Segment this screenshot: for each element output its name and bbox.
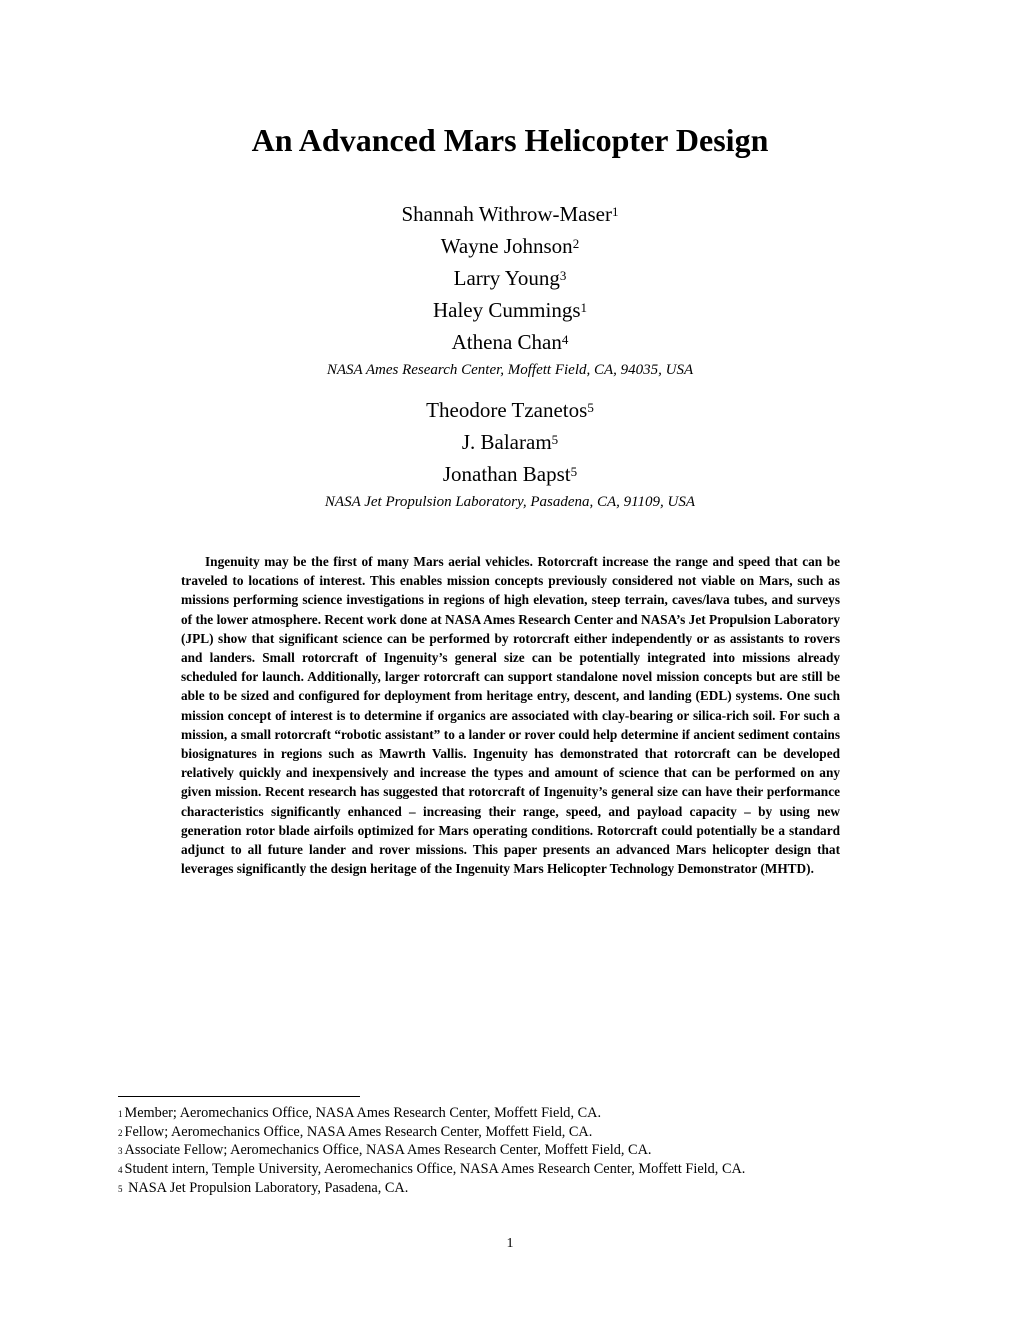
author-superscript: 3 [559, 268, 567, 283]
author-superscript: 1 [611, 204, 619, 219]
author-name: Larry Young [453, 266, 560, 290]
footnote-1 [118, 1104, 918, 1123]
author-name: Athena Chan [451, 330, 562, 354]
footnote-mark: 4 [118, 1165, 123, 1176]
author-superscript: 2 [572, 236, 580, 251]
jpl-author-group [0, 394, 1020, 512]
author-name: Wayne Johnson [440, 234, 573, 258]
footnotes [118, 1104, 918, 1198]
author-superscript: 5 [570, 464, 578, 479]
author-superscript: 1 [580, 300, 588, 315]
author-tzanetos [0, 394, 1020, 426]
jpl-affiliation: NASA Jet Propulsion Laboratory, Pasadena, CA, 91109, USA [324, 494, 696, 510]
footnote-3 [118, 1141, 918, 1160]
author-bapst [0, 458, 1020, 490]
footnote-text: NASA Jet Propulsion Laboratory, Pasadena, CA. [124, 1179, 409, 1196]
footnote-mark: 5 [118, 1183, 123, 1194]
author-johnson [0, 230, 1020, 262]
footnote-2 [118, 1123, 918, 1142]
page-number: 1 [506, 1236, 514, 1251]
footnote-mark: 1 [118, 1109, 123, 1119]
author-superscript: 5 [551, 432, 559, 447]
author-name: J. Balaram [461, 430, 552, 454]
footnote-5 [118, 1179, 918, 1198]
ames-author-group [0, 198, 1020, 380]
author-name: Jonathan Bapst [442, 462, 571, 486]
footnote-text: Fellow; Aeromechanics Office, NASA Ames Research Center, Moffett Field, CA. [124, 1123, 593, 1140]
abstract: Ingenuity may be the first of many Mars aerial vehicles. Rotorcraft increase the range and speed that can be traveled to locations of interest. This enables mission concepts previously considered not viable on Mars, such as missions performing science investigations in regions of high elevation, steep terrain, caves/lava tubes, and surveys of the lower atmosphere. Recent work done at NASA Ames Research Center and NASA’s Jet Propulsion Laboratory (JPL) show that significant science can be performed by rotorcraft either independently or as assistants to rovers and landers. Small rotorcraft of Ingenuity’s general size can be potentially integrated into missions already scheduled for launch. Additionally, larger rotorcraft can support standalone novel mission concepts but are still be able to be sized and configured for deployment from heritage entry, descent, and landing (EDL) systems. One such mission concept of interest is to determine if organics are associated with clay-bearing or silica-rich soil. For such a mission, a small rotorcraft “robotic assistant” to a lander or rover could help determine if ancient sediment contains biosignatures in regions such as Mawrth Vallis. Ingenuity has demonstrated that rotorcraft can be developed relatively quickly and inexpensively and increase the types and amount of science that can be performed on any given mission. Recent research has suggested that rotorcraft of Ingenuity’s general size can have their performance characteristics significantly enhanced – increasing their range, speed, and payload capacity – by using new generation rotor blade airfoils optimized for Mars operating conditions. Rotorcraft could potentially be a standard adjunct to all future lander and rover missions. This paper presents an advanced Mars helicopter design that leverages significantly the design heritage of the Ingenuity Mars Helicopter Technology Demonstrator (MHTD). [181, 554, 840, 877]
author-superscript: 4 [561, 332, 569, 347]
ames-affiliation: NASA Ames Research Center, Moffett Field, CA, 94035, USA [326, 362, 694, 378]
footnote-mark: 2 [118, 1127, 123, 1138]
author-withrow-maser [0, 198, 1020, 230]
footnote-divider [118, 1096, 360, 1097]
footnote-text: Associate Fellow; Aeromechanics Office, NASA Ames Research Center, Moffett Field, CA. [124, 1142, 652, 1159]
paper-title: An Advanced Mars Helicopter Design [251, 122, 769, 158]
author-name: Shannah Withrow-Maser [401, 202, 612, 226]
author-name: Haley Cummings [432, 298, 581, 322]
author-name: Theodore Tzanetos [426, 398, 588, 422]
author-superscript: 5 [587, 400, 594, 415]
footnote-4 [118, 1160, 918, 1179]
footnote-text: Student intern, Temple University, Aeromechanics Office, NASA Ames Research Center, Moffett Field, CA. [124, 1161, 746, 1178]
footnote-mark: 3 [118, 1146, 123, 1157]
author-chan [0, 326, 1020, 358]
footnote-text: Member; Aeromechanics Office, NASA Ames Research Center, Moffett Field, CA. [124, 1105, 602, 1121]
author-balaram [0, 426, 1020, 458]
author-cummings [0, 294, 1020, 326]
author-young [0, 262, 1020, 294]
